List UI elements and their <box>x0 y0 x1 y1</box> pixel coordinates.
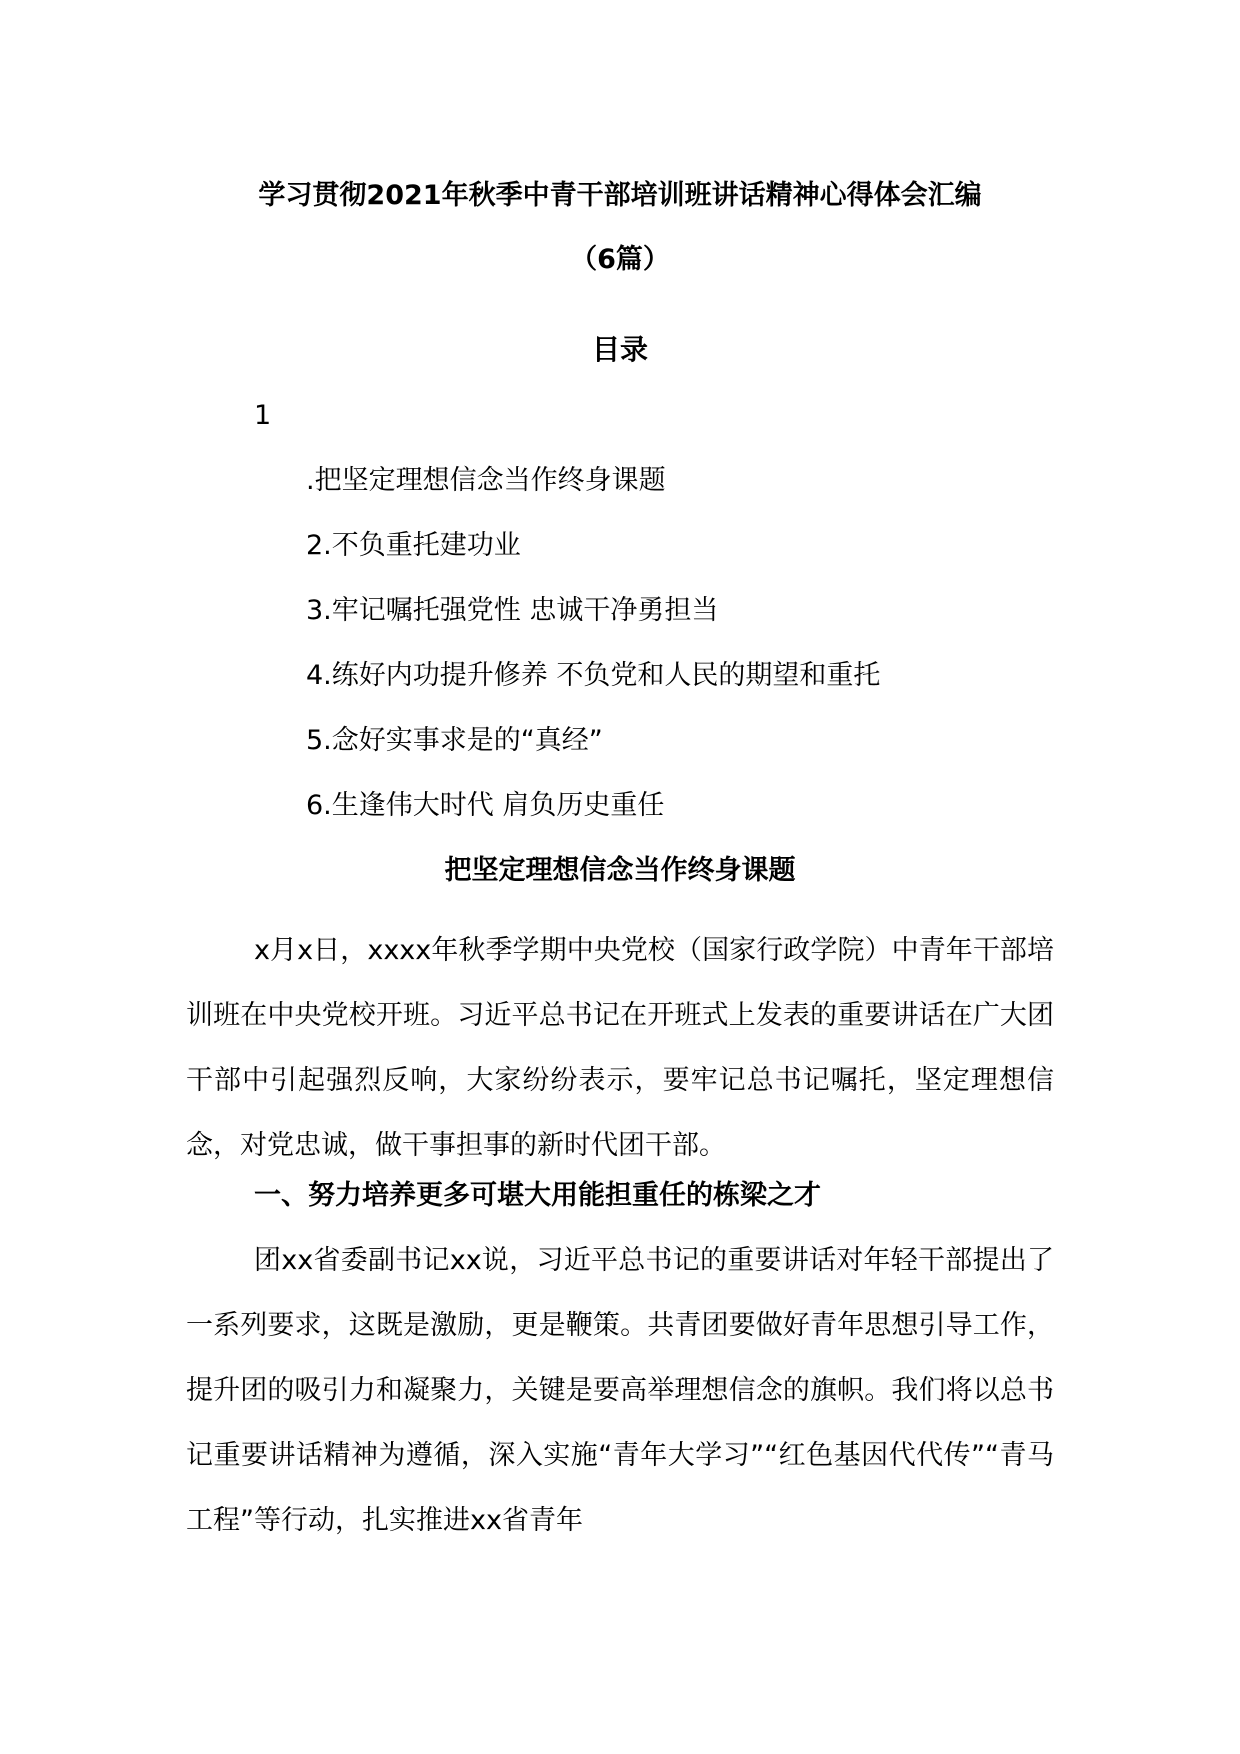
subheading-1: 一、努力培养更多可堪大用能担重任的栋梁之才 <box>254 1180 821 1211</box>
body-paragraph-1: x月x日，xxxx年秋季学期中央党校（国家行政学院）中青年干部培训班在中央党校开班。习近平总书记在开班式上发表的重要讲话在广大团干部中引起强烈反响，大家纷纷表示，要牢记总书记嘱托，坚定理想信念，对党忠诚，做干事担事的新时代团干部。 <box>186 935 1054 1161</box>
document-title-count: （6篇） <box>570 244 670 275</box>
toc-item-4: 4.练好内功提升修养 不负党和人民的期望和重托 <box>306 660 881 691</box>
toc-item-3: 3.牢记嘱托强党性 忠诚干净勇担当 <box>306 595 719 626</box>
toc-item-6: 6.生逢伟大时代 肩负历史重任 <box>306 790 665 821</box>
table-of-contents <box>306 461 880 851</box>
toc-item-1-number: 1 <box>254 400 272 431</box>
document-title: 学习贯彻2021年秋季中青干部培训班讲话精神心得体会汇编 <box>258 180 982 211</box>
body-paragraph-2: 团xx省委副书记xx说，习近平总书记的重要讲话对年轻干部提出了一系列要求，这既是激励，更是鞭策。共青团要做好青年思想引导工作，提升团的吸引力和凝聚力，关键是要高举理想信念的旗帜。我们将以总书记重要讲话精神为遵循，深入实施“青年大学习”“红色基因代代传”“青马工程”等行动，扎实推进xx省青年 <box>186 1245 1054 1536</box>
section-heading: 把坚定理想信念当作终身课题 <box>444 855 796 886</box>
toc-item-2: 2.不负重托建功业 <box>306 530 521 561</box>
toc-heading: 目录 <box>591 333 648 366</box>
toc-item-1: .把坚定理想信念当作终身课题 <box>306 465 666 496</box>
toc-item-5: 5.念好实事求是的“真经” <box>306 725 603 756</box>
